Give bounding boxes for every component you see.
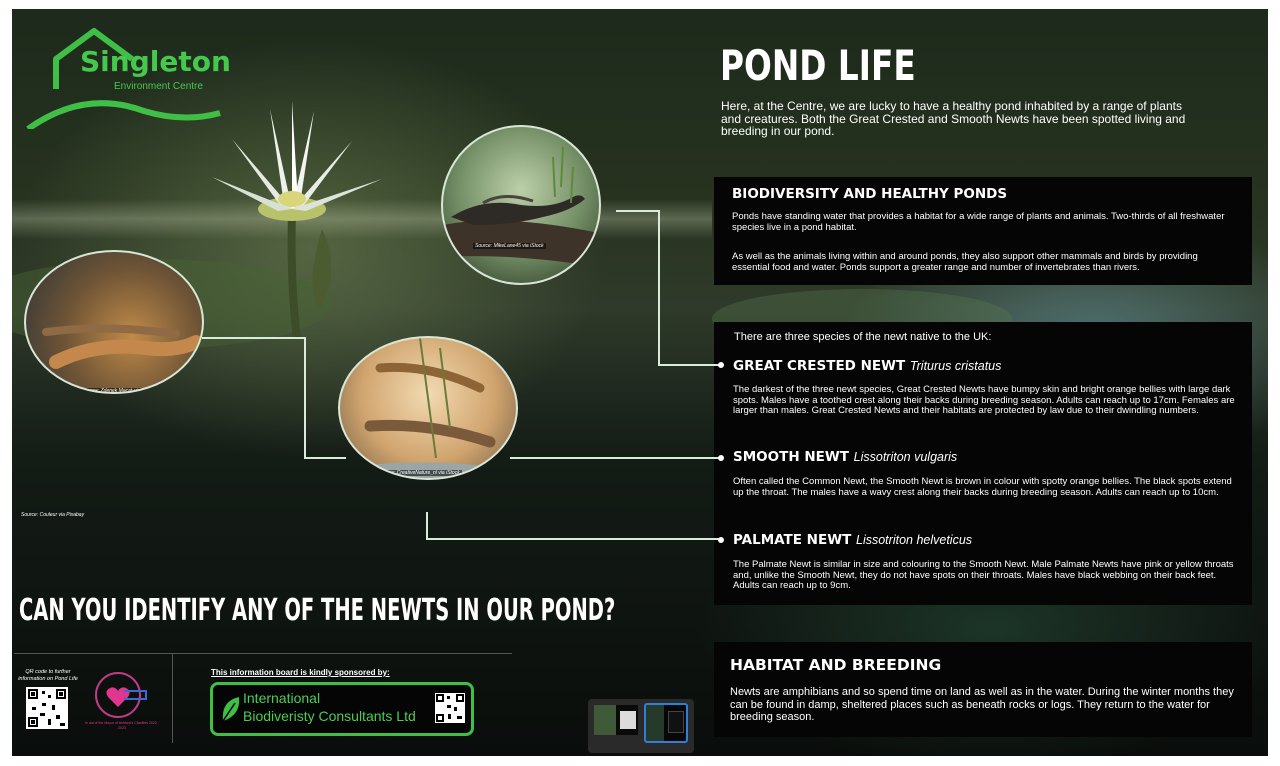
great-crested-newt-text: The darkest of the three newt species, Great Crested Newts have bumpy skin and bright orange bellies with large dark spots. Males have a toothed crest along their backs during breeding season. Adults can reach up to 17cm. Females are larger than males. Great Crested Newts and their habitats are protected by law due to their dwindling numbers. — [733, 384, 1235, 416]
sponsor-label: This information board is kindly sponsored by: — [211, 668, 390, 677]
smooth-newt-photo-credit: Source: Zdenek Macat via iStock — [82, 388, 156, 394]
connector-dot-great-crested — [718, 362, 724, 368]
background-photo-credit: Source: Couleur via Pixabay — [21, 512, 85, 518]
thumbnail-page-1[interactable] — [594, 705, 638, 735]
leaf-icon — [219, 695, 241, 723]
qr-caption: QR code to further information on Pond Life — [18, 669, 78, 682]
palmate-newt-illustration — [340, 338, 516, 478]
sponsor-logo-box[interactable] — [210, 682, 474, 736]
smooth-newt-text: Often called the Common Newt, the Smooth Newt is brown in colour with spotty orange bellies. The black spots extend up the throat. The males have a wavy crest along their backs during breeding season. Adults can reach up to 10cm. — [733, 476, 1232, 498]
great-crested-newt-label: GREAT CRESTED NEWT — [733, 358, 906, 374]
charity-badge — [88, 669, 152, 725]
connector-dot-palmate — [718, 537, 724, 543]
habitat-heading: HABITAT AND BREEDING — [730, 656, 942, 674]
thumbnail-page-1-panel — [620, 711, 636, 729]
footer-divider-h — [14, 653, 512, 654]
connector-great-crested-v — [658, 210, 660, 366]
great-crested-newt-photo — [441, 125, 601, 285]
habitat-panel — [714, 642, 1252, 737]
palmate-newt-photo — [338, 336, 518, 480]
smooth-newt-latin: Lissotriton vulgaris — [853, 450, 958, 464]
smooth-newt-label: SMOOTH NEWT — [733, 449, 849, 465]
identify-question: CAN YOU IDENTIFY ANY OF THE NEWTS IN OUR POND? — [19, 593, 616, 628]
smooth-newt-photo — [24, 250, 204, 394]
habitat-text: Newts are amphibians and so spend time on land as well as in the water. During the winter months they can be found in damp, sheltered places such as beneath rocks or logs. They return to the water for breeding season. — [730, 686, 1234, 723]
biodiversity-paragraph-2: As well as the animals living within and around ponds, they also support other mammals and birds by providing essential food and water. Ponds support a greater range and number of invertebrates than rivers. — [732, 251, 1198, 273]
newt-species-panel — [714, 322, 1252, 605]
charity-caption: In aid of the Mayor of Ashford's Charities 2022 - 2023 — [85, 721, 159, 730]
sponsor-name-line-2: Biodiveristy Consultants Ltd — [243, 708, 416, 724]
biodiversity-paragraph-1: Ponds have standing water that provides a habitat for a wide range of plants and animals. Two-thirds of all freshwater species live in a pond habitat. — [732, 211, 1225, 233]
palmate-newt-latin: Lissotriton helveticus — [856, 533, 973, 547]
sponsor-qr-pattern — [435, 693, 465, 723]
sponsor-qr-code[interactable] — [435, 693, 465, 723]
connector-smooth-h2 — [304, 457, 346, 459]
qr-pattern — [26, 687, 68, 729]
smooth-newt-illustration — [26, 252, 202, 392]
thumbnail-page-2-panel — [668, 711, 684, 733]
great-crested-newt-latin: Triturus cristatus — [909, 359, 1002, 373]
water-lily-flower — [192, 99, 412, 339]
connector-smooth-v — [304, 337, 306, 459]
palmate-newt-label: PALMATE NEWT — [733, 532, 852, 548]
thumbnail-strip — [588, 699, 694, 753]
sponsor-name-line-1: International — [243, 690, 321, 706]
great-crested-photo-credit: Source: MikeLane45 via iStock — [475, 243, 544, 249]
great-crested-newt-illustration — [443, 127, 599, 283]
footer-divider-v — [172, 654, 173, 743]
palmate-newt-photo-credit: Source: CreativeNature_nl via iStock — [378, 470, 460, 476]
connector-dot-smooth — [718, 455, 724, 461]
logo-subtitle: Environment Centre — [114, 81, 203, 92]
pond-life-qr-code[interactable] — [26, 687, 68, 729]
newts-intro: There are three species of the newt native to the UK: — [734, 331, 992, 343]
connector-smooth-h1 — [202, 337, 306, 339]
palmate-newt-name — [733, 532, 972, 548]
connector-great-crested-h2 — [658, 364, 720, 366]
pond-life-board — [12, 9, 1268, 756]
connector-palmate-v — [426, 512, 428, 540]
biodiversity-panel — [714, 177, 1252, 285]
logo-name: Singleton — [80, 45, 231, 78]
intro-text: Here, at the Centre, we are lucky to have a healthy pond inhabited by a range of plants and creatures. Both the Great Crested and Smooth Newts have been spotted living and breeding in our pond. — [721, 99, 1186, 138]
page-title: POND LIFE — [720, 41, 916, 90]
smooth-newt-name — [733, 449, 957, 465]
great-crested-newt-name — [733, 358, 1001, 374]
connector-great-crested-h1 — [616, 210, 660, 212]
palmate-newt-text: The Palmate Newt is similar in size and colouring to the Smooth Newt. Male Palmate Newts have pink or yellow throats and, unlike the Smooth Newt, they do not have spots on their throats. Males have black webbing on their back feet. Adults can reach up to 9cm. — [733, 559, 1234, 591]
connector-smooth-h3 — [510, 457, 720, 459]
thumbnail-page-2-selected[interactable] — [644, 703, 688, 743]
biodiversity-heading: BIODIVERSITY AND HEALTHY PONDS — [732, 186, 1008, 202]
connector-palmate-h — [426, 538, 720, 540]
